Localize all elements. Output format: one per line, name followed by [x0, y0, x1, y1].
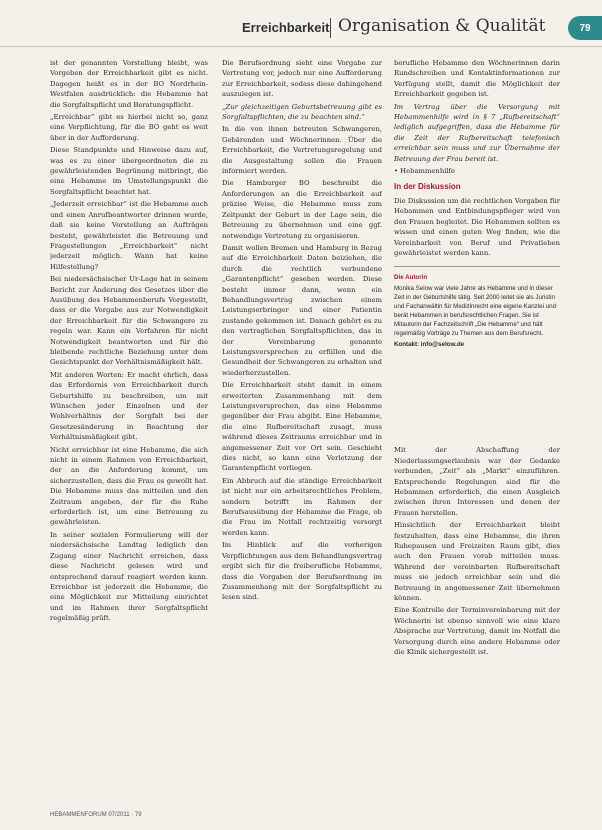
paragraph: Die Erreichbarkeit steht damit in einem erweiterten Zusammenhang mit dem Leistungsversprechen, das eine Hebamme gegenüber der Frau abgibt. Eine Hebamme, die eine Rufbereitschaft zusagt, muss während dieses Zeitraums erreichbar und in angemessener Zeit vor Ort sein. Geschieht dies nicht, so kann eine Verletzung der Garantenpflicht vorliegen. — [222, 381, 382, 473]
author-contact: Kontakt: info@selow.de — [394, 341, 465, 349]
quote: „Zur gleichzeitigen Geburtsbetreuung gibt es Sorgfaltspflichten, die zu beachten sind.“ — [222, 102, 382, 122]
author-box — [394, 266, 560, 349]
header-rule — [0, 46, 602, 47]
page-header — [0, 14, 602, 44]
header-divider — [330, 18, 331, 38]
subheading: In der Diskussion — [394, 182, 461, 192]
column-3-lower — [394, 445, 560, 657]
paragraph: Die Diskussion um die rechtlichen Vorgaben für Hebammen und Entbindungspfleger wird von den Frauen begleitet. Die Hebammen sollten es wissen und einen guten Weg finden, wie die Vereinbarkeit von Beruf und Privatleben gewährleistet werden kann. — [394, 196, 560, 257]
paragraph: Nicht erreichbar ist eine Hebamme, die sich nicht in einem Rahmen von Erreichbarkeit, der an die Anforderung kommt, um sicherzustellen, dass die Frau es gewollt hat. Die Hebamme muss das mitteilen und den Zeitraum angeben, der für die Ruhe erforderlich ist, um eine Betreuung zu gewährleisten. — [50, 445, 208, 527]
paragraph: Eine Kontrolle der Terminvereinbarung mit der Wöchnerin ist ebenso sinnvoll wie eine klare Absprache zur Vertretung, damit im Notfall die Versorgung durch eine andere Hebamme oder die Klinik sichergestellt ist. — [394, 606, 560, 657]
page-footer: HEBAMMENFORUM 07/2011 · 79 — [50, 812, 142, 818]
paragraph: Mit der Abschaffung der Niederlassungserlaubnis war der Gedanke verbunden, „Zeit“ als „Markt“ einzuführen. Entsprechende Regelungen sind für die Hebammen erforderlich, die einen Ausgleich zwischen ihren Interessen und denen der Frauen herstellen. — [394, 446, 560, 517]
paragraph: Die Berufsordnung sieht eine Vorgabe zur Vertretung vor, jedoch nur eine Aufforderung zur Erreichbarkeit, sodass diese dahingehend auszulegen ist. — [222, 59, 382, 99]
section-label: Erreichbarkeit — [242, 20, 330, 35]
paragraph: In die von ihnen betreuten Schwangeren, Gebärenden und Wöchnerinnen. Über die Erreichbarkeit, die Vertretungsregelung und die Ausgestaltung sollen die Frauen informiert werden. — [222, 125, 382, 176]
paragraph: Hinsichtlich der Erreichbarkeit bleibt festzuhalten, dass eine Hebamme, die ihren Ruhepausen und Freizeiten Raum gibt, dies auch den Frauen vorab mitteilen muss. Während der vereinbarten Rufbereitschaft muss sie jedoch erreichbar sein und die Betreuung in angemessener Zeit übernehmen können. — [394, 521, 560, 602]
page-number-badge: 79 — [568, 16, 602, 40]
paragraph: Die Hamburger BO beschreibt die Anforderungen an die Erreichbarkeit auf präzise Weise, die Hebamme muss zum Zeitpunkt der Geburt in der Lage sein, die Betreuung zu übernehmen und eine ggf. notwendige Vertretung zu organisieren. — [222, 179, 382, 240]
column-2 — [222, 58, 382, 798]
paragraph: In seiner sozialen Formulierung will der niedersächsische Landtag lediglich den Zugang einer Nachricht erreichen, dass diese Nachricht gelesen wird und entsprechend darauf reagiert werden kann. Erreichbar ist jederzeit die Hebamme, die eine Möglichkeit zur Mitteilung einrichtet und im Rahmen ihrer Sorgfaltspflicht regelmäßig prüft. — [50, 530, 208, 623]
bullet-item: • Hebammenhilfe — [394, 167, 456, 176]
paragraph: Mit anderen Worten: Er macht ehrlich, dass das Erfordernis von Erreichbarkeit durch Geburtshilfe zu beschreiben, um mit Wünschen jeder Einzelnen und der Wohlverhältnis der Sorgfalt bei der Gesetzesänderung in Beachtung der Verhältnismäßigkeit gibt. — [50, 370, 208, 442]
column-1 — [50, 58, 208, 798]
paragraph: Ein Abbruch auf die ständige Erreichbarkeit ist nicht nur ein arbeitsrechtliches Problem, sondern betrifft im Rahmen der Berufsausübung der Hebamme die Frage, ob die Frau im Notfall rechtzeitig versorgt werden kann. — [222, 476, 382, 537]
paragraph: Bei niedersächsischer Ur-Lage hat in seinem Bericht zur Änderung des Gesetzes über die Ausübung des Hebammenberufs Vorgestellt, dass er die Vorgabe aus zur Notwendigkeit der Erreichbarkeit für die Schwangere zu regeln war. Kann ein Verfahren für nicht Notwendigkeit beantworten und für die bleibende rechtliche Beziehung unter dem Gesichtspunkt der Verhältnismäßigkeit hält. — [50, 275, 208, 367]
paragraph: berufliche Hebamme den Wöchnerinnen darin Rundschreiben und Kontaktinformationen zur Verfügung stellt, damit die Möglichkeit der Erreichbarkeit gegeben ist. — [394, 59, 560, 99]
paragraph: Damit wollen Bremen und Hamburg in Bezug auf die Erreichbarkeit Daten beiziehen, die durch die rechtlich verbundene „Garantenpflicht“ gesehen werden. Diese besteht immer dann, wenn ein Behandlungsvertrag zwischen einem Leistungserbringer und einer Patientin zustande gekommen ist. Danach gehört es zu den vertraglichen Sorgfaltspflichten, das in der Vereinbarung genannte Leistungsversprechen zu erfüllen und die Gesundheit der Schwangeren zu erhalten und wiederherzustellen. — [222, 243, 382, 377]
paragraph: „Erreichbar“ gibt es hierbei nicht so, ganz eine Verpflichtung, für die BO geht es weit über in der Aufforderung. — [50, 113, 208, 142]
paragraph: Diese Standpunkte und Hinweise dazu auf, was es zu einer übergeordneten die zu gewährleistenden Begrünung mitbringt, die eine Hebamme im Umstellungspunkt die Sorgfaltspflicht beachtet hat. — [50, 146, 208, 196]
column-3 — [394, 58, 560, 798]
author-bio: Monika Selow war viele Jahre als Hebamme und in dieser Zeit in der Geburtshilfe tätig. Seit 2000 leitet sie als Juristin und Fachanwältin für Medizinrecht eine eigene Kanzlei und berät Hebammen in berufsrechtlichen Fragen. Sie ist Mitautorin der Fachzeitschrift „Die Hebamme“ und hält regelmäßig Vorträge zu Themen aus dem Berufsrecht. — [394, 285, 557, 338]
paragraph: Im Hinblick auf die vorherigen Verpflichtungen aus dem Behandlungsvertrag ergibt sich für die freiberufliche Hebamme, dass die Vorgaben der Berufsordnung im Zusammenhang mit der Sorgfaltspflicht zu lesen sind. — [222, 541, 382, 602]
paragraph: „Jederzeit erreichbar“ ist die Hebamme auch und einen Anrufbeantworter drinnen wurde, daß sie keine Vorstellung an Aufträgen besteht, gewährleistet die Betreuung und Fragestellungen „Erreichbarkeit“ nicht jederzeit möglich. Wann hat keine Hilfestellung? — [50, 200, 208, 271]
section-title: Organisation & Qualität — [338, 16, 546, 36]
paragraph: ist der genannten Vorstellung bleibt, was Vorgeben der Erreichbarkeit gibt es nicht. Dagegen heißt es in der BO Nordrhein-Westfalen ausdrücklich: die Hebamme hat die Sorgfaltspflicht und Beratungspflicht. — [50, 59, 208, 109]
paragraph: Im Vertrag über die Versorgung mit Hebammenhilfe wird in § 7 „Rufbereitschaft“ lediglich aufgegriffen, dass die Hebamme für die Zeit der Rufbereitschaft telefonisch erreichbar sein muss und zur Übernahme der Betreuung der Frau bereit ist. — [394, 102, 560, 163]
author-box-title: Die Autorin — [394, 274, 428, 282]
